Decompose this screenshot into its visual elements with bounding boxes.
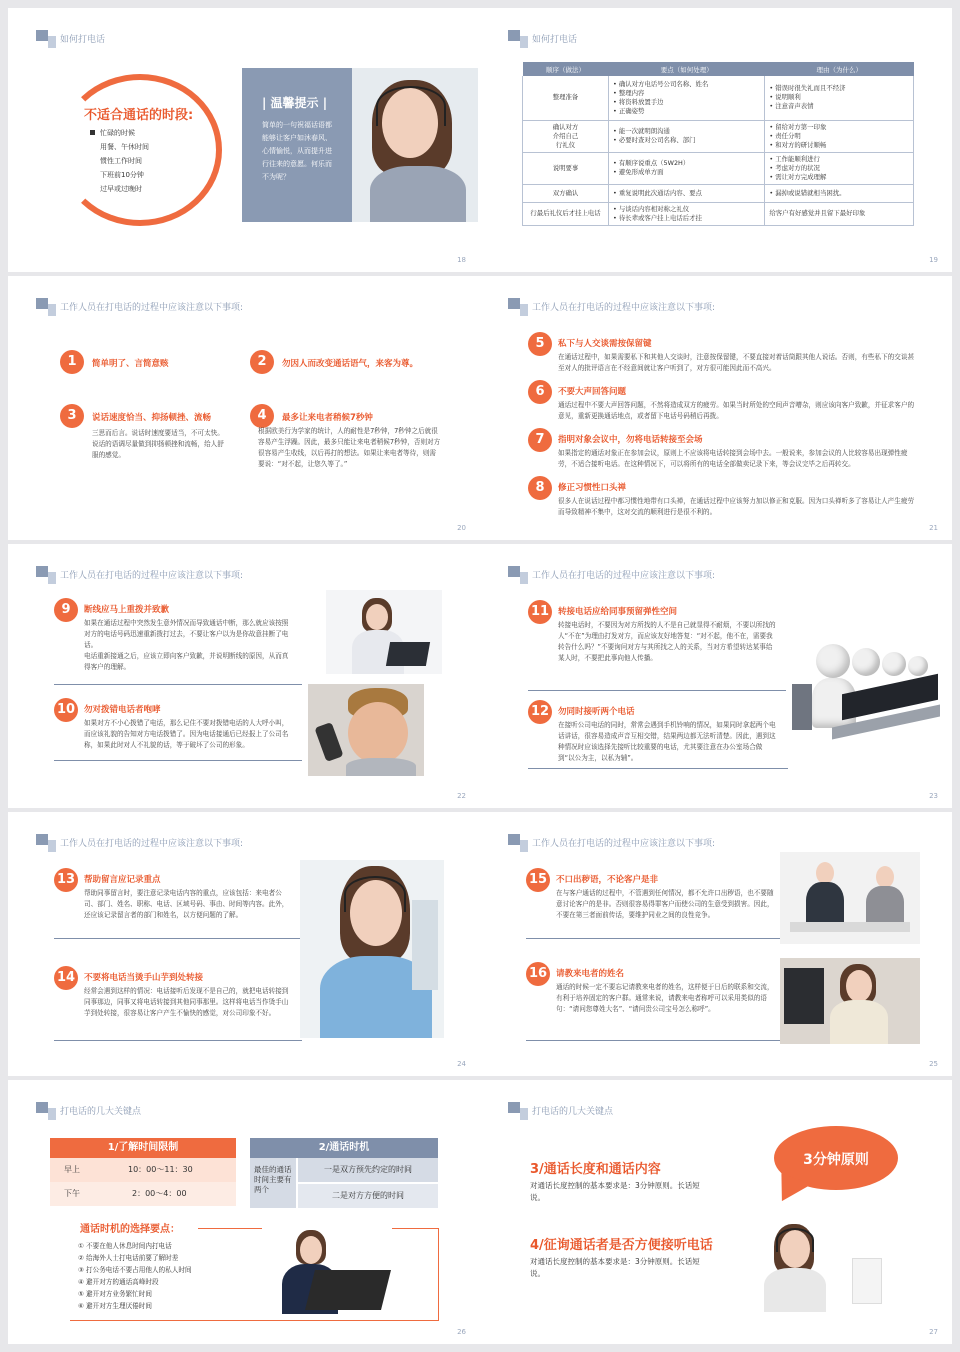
item-number: 13 bbox=[54, 868, 78, 892]
item-underline bbox=[526, 938, 786, 939]
col-step: 顺序（做法） bbox=[523, 62, 609, 76]
item-number: 2 bbox=[250, 350, 274, 374]
reason-item: • 留给对方第一印象 bbox=[769, 123, 909, 132]
unfit-time-item: 下班前10分钟 bbox=[100, 171, 144, 179]
item-title: 指明对象会议中，勿将电话转接至会场 bbox=[558, 435, 703, 445]
selection-point: ⑥ 避开对方生理厌倦时间 bbox=[78, 1302, 152, 1310]
item-number: 10 bbox=[54, 698, 78, 722]
slide-header: 工作人员在打电话的过程中应该注意以下事项: bbox=[532, 839, 716, 849]
item-title: 说话速度恰当、抑扬顿挫、流畅 bbox=[92, 413, 212, 423]
item-desc: 转接电话时，不要因为对方所找的人不是自己就显得不耐烦，不要以所找的人“不在”为理由打发对方，而应该友好地答复：“对不起，他不在，需要我转告什么吗？”不要询问对方与其所找之人的关系，当对方希望转达某事给某人时，不要把此事向他人传播。 bbox=[558, 621, 776, 662]
slide-24 bbox=[8, 812, 480, 1076]
row-points bbox=[609, 120, 765, 152]
slide-header: 工作人员在打电话的过程中应该注意以下事项: bbox=[532, 571, 716, 581]
item-title: 请教来电者的姓名 bbox=[556, 969, 625, 979]
point-item: • 能一次就明朗沟通 bbox=[613, 127, 760, 136]
item-title: 不要大声回答问题 bbox=[558, 387, 627, 397]
item-title: 不口出秽语，不论客户是非 bbox=[556, 875, 659, 885]
unfit-time-item: 惯性工作时间 bbox=[100, 157, 142, 165]
point-item: • 正确姿势 bbox=[613, 107, 760, 116]
item-title: 断线应马上重拨并致歉 bbox=[84, 605, 170, 615]
header-icon bbox=[508, 298, 528, 316]
unfit-time-item: 过早或过晚时 bbox=[100, 185, 142, 193]
bubble-text: 3分钟原则 bbox=[803, 1152, 869, 1168]
selection-title: 通话时机的选择要点： bbox=[80, 1224, 180, 1235]
reason-item: • 考虑对方的状况 bbox=[769, 164, 909, 173]
header-icon bbox=[36, 298, 56, 316]
item-underline bbox=[528, 690, 788, 691]
item-number: 11 bbox=[528, 600, 552, 624]
call-agent-photo bbox=[352, 68, 478, 222]
page-number: 25 bbox=[929, 1060, 938, 1068]
header-icon bbox=[36, 834, 56, 852]
selection-points-list bbox=[78, 1240, 192, 1312]
3d-callcenter-figures bbox=[786, 624, 946, 754]
slide-header: 工作人员在打电话的过程中应该注意以下事项: bbox=[60, 571, 244, 581]
slide-header: 工作人员在打电话的过程中应该注意以下事项: bbox=[532, 303, 716, 313]
slide-27 bbox=[480, 1080, 952, 1344]
best-time-label: 最佳的通话时间主要有两个 bbox=[250, 1158, 296, 1208]
row-step: 行最后礼仪后才挂上电话 bbox=[523, 202, 609, 225]
table-row bbox=[523, 76, 914, 120]
slide-header: 打电话的几大关键点 bbox=[60, 1107, 142, 1117]
row-reasons bbox=[765, 184, 914, 202]
item-underline bbox=[528, 768, 788, 769]
afternoon-range: 2：00～4：00 bbox=[132, 1189, 187, 1198]
page-number: 21 bbox=[929, 524, 938, 532]
section-4-text: 对通话长度控制的基本要求是：3分钟原则。长话短说。 bbox=[530, 1257, 700, 1278]
point-item: • 确认对方电话号公司名称、姓名 bbox=[613, 80, 760, 89]
table-row bbox=[523, 202, 914, 225]
reason-item: • 注意音声表情 bbox=[769, 102, 909, 111]
row-points bbox=[609, 152, 765, 184]
laptop-agent-photo bbox=[262, 1226, 392, 1316]
ring-title: 不适合通话的时段: bbox=[80, 104, 197, 123]
morning-range: 10：00～11：30 bbox=[128, 1165, 193, 1174]
row-step: 说明要事 bbox=[523, 152, 609, 184]
item-underline bbox=[526, 1040, 786, 1041]
item-desc: 在与客户通话的过程中，不管遇到任何情况，都不允许口出秽语，也不要随意讨论客户的是非。否则很容易得罪客户而使公司的生意受到损害。因此，不要在第三者面前传话，要维护同业之间的良性竞争。 bbox=[556, 889, 774, 919]
row-step: 双方确认 bbox=[523, 184, 609, 202]
header-icon bbox=[508, 1102, 528, 1120]
item-desc: 根据欧美行为学家的统计，人的耐性是7秒钟，7秒钟之后就很容易产生浮躁。因此，最多只能让来电者稍候7秒钟，否则对方很容易产生收线，以后再打的想法。如果让来电者等待，则需要说：“对不起，让您久等了。” bbox=[258, 427, 441, 468]
item-title: 勿对拨错电话者咆哮 bbox=[84, 705, 161, 715]
row-step: 整理准备 bbox=[523, 76, 609, 120]
col-points: 要点（如何处理） bbox=[609, 62, 765, 76]
page-number: 20 bbox=[457, 524, 466, 532]
item-number: 14 bbox=[54, 966, 78, 990]
item-number: 8 bbox=[528, 476, 552, 500]
slide-header: 如何打电话 bbox=[60, 35, 106, 45]
reason-item: • 责任分明 bbox=[769, 132, 909, 141]
slide-21 bbox=[480, 276, 952, 540]
tip-title: | 温馨提示 | bbox=[262, 96, 328, 110]
section-4-title: 4/征询通话者是否方便接听电话 bbox=[530, 1238, 713, 1253]
reason-item: • 和对方的研讨顺畅 bbox=[769, 141, 909, 150]
item-underline bbox=[54, 1040, 302, 1041]
page-number: 24 bbox=[457, 1060, 466, 1068]
slide-22 bbox=[8, 544, 480, 808]
selection-point: ④ 避开对方的通话高峰时段 bbox=[78, 1278, 159, 1286]
row-reasons bbox=[765, 152, 914, 184]
point-item: • 将资料放置手边 bbox=[613, 98, 760, 107]
item-desc: 经常会遇到这样的情况：电话接听后发现不是自己的，就把电话转接到同事那边，同事又将电话转接到其他同事那里。这样将电话当作烫手山芋到处转接，很容易让客户产生不愉快的感觉，对公司印象不好。 bbox=[84, 987, 289, 1017]
item-number: 4 bbox=[250, 404, 274, 428]
point-item: • 待长辈或客户挂上电话后才挂 bbox=[613, 214, 760, 223]
page-number: 26 bbox=[457, 1328, 466, 1336]
point-item: • 有顺序说重点（5W2H） bbox=[613, 159, 760, 168]
item-number: 6 bbox=[528, 380, 552, 404]
item-title: 转接电话应给同事预留弹性空间 bbox=[558, 607, 678, 617]
item-title: 勿同时接听两个电话 bbox=[558, 707, 635, 717]
item-number: 12 bbox=[528, 700, 552, 724]
slide-header: 工作人员在打电话的过程中应该注意以下事项: bbox=[60, 839, 244, 849]
row-points bbox=[609, 76, 765, 120]
page-number: 27 bbox=[929, 1328, 938, 1336]
selection-point: ② 给海外人士打电话前要了解时差 bbox=[78, 1254, 179, 1262]
header-icon bbox=[36, 30, 56, 48]
item-desc: 很多人在说话过程中都习惯性地带有口头禅，在通话过程中应该努力加以修正和克服。因为口头禅听多了容易让人产生疲劳而导致精神不集中，这对交流的顺利进行是很不利的。 bbox=[558, 497, 915, 516]
slide-18 bbox=[8, 8, 480, 272]
tip-box bbox=[242, 68, 352, 222]
row-points bbox=[609, 184, 765, 202]
row-reasons bbox=[765, 120, 914, 152]
office-phone-photo bbox=[780, 852, 920, 944]
reason-text: 给客户有好感觉并且留下最好印象 bbox=[769, 209, 866, 217]
point-item: • 整理内容 bbox=[613, 89, 760, 98]
reason-item: • 说明顺利 bbox=[769, 93, 909, 102]
slide-header: 打电话的几大关键点 bbox=[532, 1107, 614, 1117]
bullet-icon bbox=[90, 130, 95, 135]
point-item: • 与谈话内容相对称之礼仪 bbox=[613, 205, 760, 214]
item-title: 帮助留言应记录重点 bbox=[84, 875, 161, 885]
headset-agent-photo bbox=[760, 1222, 894, 1312]
slide-26 bbox=[8, 1080, 480, 1344]
table-row bbox=[523, 184, 914, 202]
time-limit-title: 1/了解时间限制 bbox=[50, 1138, 236, 1158]
afternoon-label: 下午 bbox=[64, 1189, 80, 1198]
smiling-agent-photo bbox=[300, 860, 444, 1038]
reason-item: • 错误时很失礼而且不经济 bbox=[769, 84, 909, 93]
item-number: 9 bbox=[54, 598, 78, 622]
unfit-time-item: 用餐、午休时间 bbox=[100, 143, 149, 151]
item-desc: 如果指定的通话对象正在参加会议，原则上不应该将电话转接到会场中去。一般说来，参加会议的人比较容易出现弹性疲劳，不适合接听电话。在这种情况下，可以将所有的电话全部做卖记录下来，等会议完毕之后再转交。 bbox=[558, 449, 908, 468]
item-desc: 三思而后言。说话时速度要适当，不可太快。说话的语调尽量做到抑扬顿挫和流畅，给人舒服的感觉。 bbox=[92, 429, 224, 459]
item-number: 3 bbox=[60, 404, 84, 428]
unfit-times-list bbox=[100, 126, 149, 196]
item-title: 勿因人而改变通话语气，来客为尊。 bbox=[282, 359, 419, 369]
item-desc: 通话的时候一定不要忘记请教来电者的姓名，这样便于日后的联系和交流，有利于培养固定的客户群。通常来说，请教来电者称呼可以采用类似的语句：“请问您尊姓大名”、“请问贵公司宝号怎么称呼”。 bbox=[556, 983, 774, 1013]
item-desc: 帮助同事留言时，要注意记录电话内容的重点，应该包括：来电者公司、部门、姓名、职称、电话、区域号码、事由、时间等内容。此外，还应该记录留言者的部门和姓名，以方便问题的了解。 bbox=[84, 889, 289, 919]
row-step: 确认对方 介绍自己 行礼仪 bbox=[523, 120, 609, 152]
timing-1: 一是双方预先约定的时间 bbox=[298, 1158, 438, 1182]
slide-23 bbox=[480, 544, 952, 808]
slide-25 bbox=[480, 812, 952, 1076]
header-icon bbox=[508, 566, 528, 584]
item-title: 简单明了、言简意赅 bbox=[92, 359, 169, 369]
item-title: 不要将电话当烫手山芋到处转接 bbox=[84, 973, 204, 983]
item-desc: 如果对方不小心拨错了电话，那么记住不要对拨错电话的人大呼小叫，而应该礼貌的告知对方电话拨错了。因为电话接通后已经报上了公司名称，如果此时对人不礼貌的话，等于破坏了公司的形象。 bbox=[84, 719, 289, 749]
office-worker-photo bbox=[326, 590, 442, 674]
selection-point: ① 不要在他人休息时间内打电话 bbox=[78, 1242, 172, 1250]
slide-header: 工作人员在打电话的过程中应该注意以下事项: bbox=[60, 303, 244, 313]
slide-header: 如何打电话 bbox=[532, 35, 578, 45]
item-title: 私下与人交谈需按保留键 bbox=[558, 339, 652, 349]
call-timing-title: 2/通话时机 bbox=[250, 1138, 438, 1158]
agent-desk-photo bbox=[780, 958, 920, 1044]
page-number: 22 bbox=[457, 792, 466, 800]
item-number: 15 bbox=[526, 868, 550, 892]
section-3-text: 对通话长度控制的基本要求是：3分钟原则。长话短说。 bbox=[530, 1181, 700, 1202]
slide-20 bbox=[8, 276, 480, 540]
table-row bbox=[523, 120, 914, 152]
point-item: • 必要时查对公司名称、部门 bbox=[613, 136, 760, 145]
calling-steps-table bbox=[522, 62, 914, 226]
col-reason: 理由（为什么） bbox=[765, 62, 914, 76]
slide-19 bbox=[480, 8, 952, 272]
row-points bbox=[609, 202, 765, 225]
item-title: 最多让来电者稍候7秒钟 bbox=[282, 413, 373, 423]
header-icon bbox=[36, 1102, 56, 1120]
point-item: • 避免形成单方面 bbox=[613, 168, 760, 177]
time-limit-box bbox=[50, 1138, 236, 1208]
call-timing-box bbox=[250, 1138, 438, 1208]
item-title: 修正习惯性口头禅 bbox=[558, 483, 627, 493]
selection-point: ③ 打公务电话不要占用他人的私人时间 bbox=[78, 1266, 192, 1274]
item-number: 16 bbox=[526, 962, 550, 986]
reason-item: • 工作能顺利进行 bbox=[769, 155, 909, 164]
header-icon bbox=[508, 834, 528, 852]
tip-text: 简单的一句祝福话语都能够让客户如沐春风、心情愉悦，从而提升进行往来的意愿。何乐而不为呢？ bbox=[262, 121, 332, 181]
page-number: 18 bbox=[457, 256, 466, 264]
table-row bbox=[523, 152, 914, 184]
header-icon bbox=[36, 566, 56, 584]
unfit-time-item: 忙碌的时候 bbox=[100, 129, 135, 137]
row-reasons bbox=[765, 76, 914, 120]
header-icon bbox=[508, 30, 528, 48]
item-number: 5 bbox=[528, 332, 552, 356]
angry-man-photo bbox=[308, 684, 424, 776]
morning-label: 早上 bbox=[64, 1165, 80, 1174]
item-underline bbox=[54, 684, 302, 685]
item-desc: 在通话过程中，如果需要私下和其他人交谈时，注意按保留键，不要直接对着话筒跟其他人说话。否则，有些私下的交谈甚至对人的批评语言在不经意间就让客户听到了，对方很可能因此而不高兴。 bbox=[558, 353, 915, 372]
reason-item: • 漏掉或说错就相当困扰。 bbox=[769, 189, 909, 198]
page-number: 19 bbox=[929, 256, 938, 264]
item-underline bbox=[54, 760, 302, 761]
row-reasons bbox=[765, 202, 914, 225]
timing-2: 二是对方方便的时间 bbox=[298, 1184, 438, 1208]
item-desc: 如果在通话过程中突然发生意外情况而导致通话中断，那么就应该按照对方的电话号码迅速重新拨打过去，不要让客户以为是你故意挂断了电话。 电话重新接通之后，应该立即向客户致歉，并说明断线的原因，从而真得客户的理解。 bbox=[84, 619, 289, 671]
page-number: 23 bbox=[929, 792, 938, 800]
section-3-title: 3/通话长度和通话内容 bbox=[530, 1162, 661, 1177]
item-number: 7 bbox=[528, 428, 552, 452]
item-number: 1 bbox=[60, 350, 84, 374]
item-desc: 在接听公司电话的同时，常常会遇到手机铃响的情况，如果同时拿起两个电话讲话，很容易造成声音互相交错，结果两边都无法听清楚。因此，遇到这种情况时应该选择先接听比较重要的电话，尤其要注意在办公室场合做到“以公为主，以私为辅”。 bbox=[558, 721, 776, 762]
reason-item: • 需让对方完成理解 bbox=[769, 173, 909, 182]
item-underline bbox=[54, 938, 302, 939]
point-item: • 重复说明此次通话内容、要点 bbox=[613, 189, 760, 198]
item-desc: 通话过程中不要大声回答问题，不然将造成双方的疲劳。如果当时所处的空间声音嘈杂，则应该向客户致歉，并征求客户的意见，重新更换通话地点，或者留下电话号码稍后再拨。 bbox=[558, 401, 915, 420]
selection-point: ⑤ 避开对方业务繁忙时间 bbox=[78, 1290, 152, 1298]
